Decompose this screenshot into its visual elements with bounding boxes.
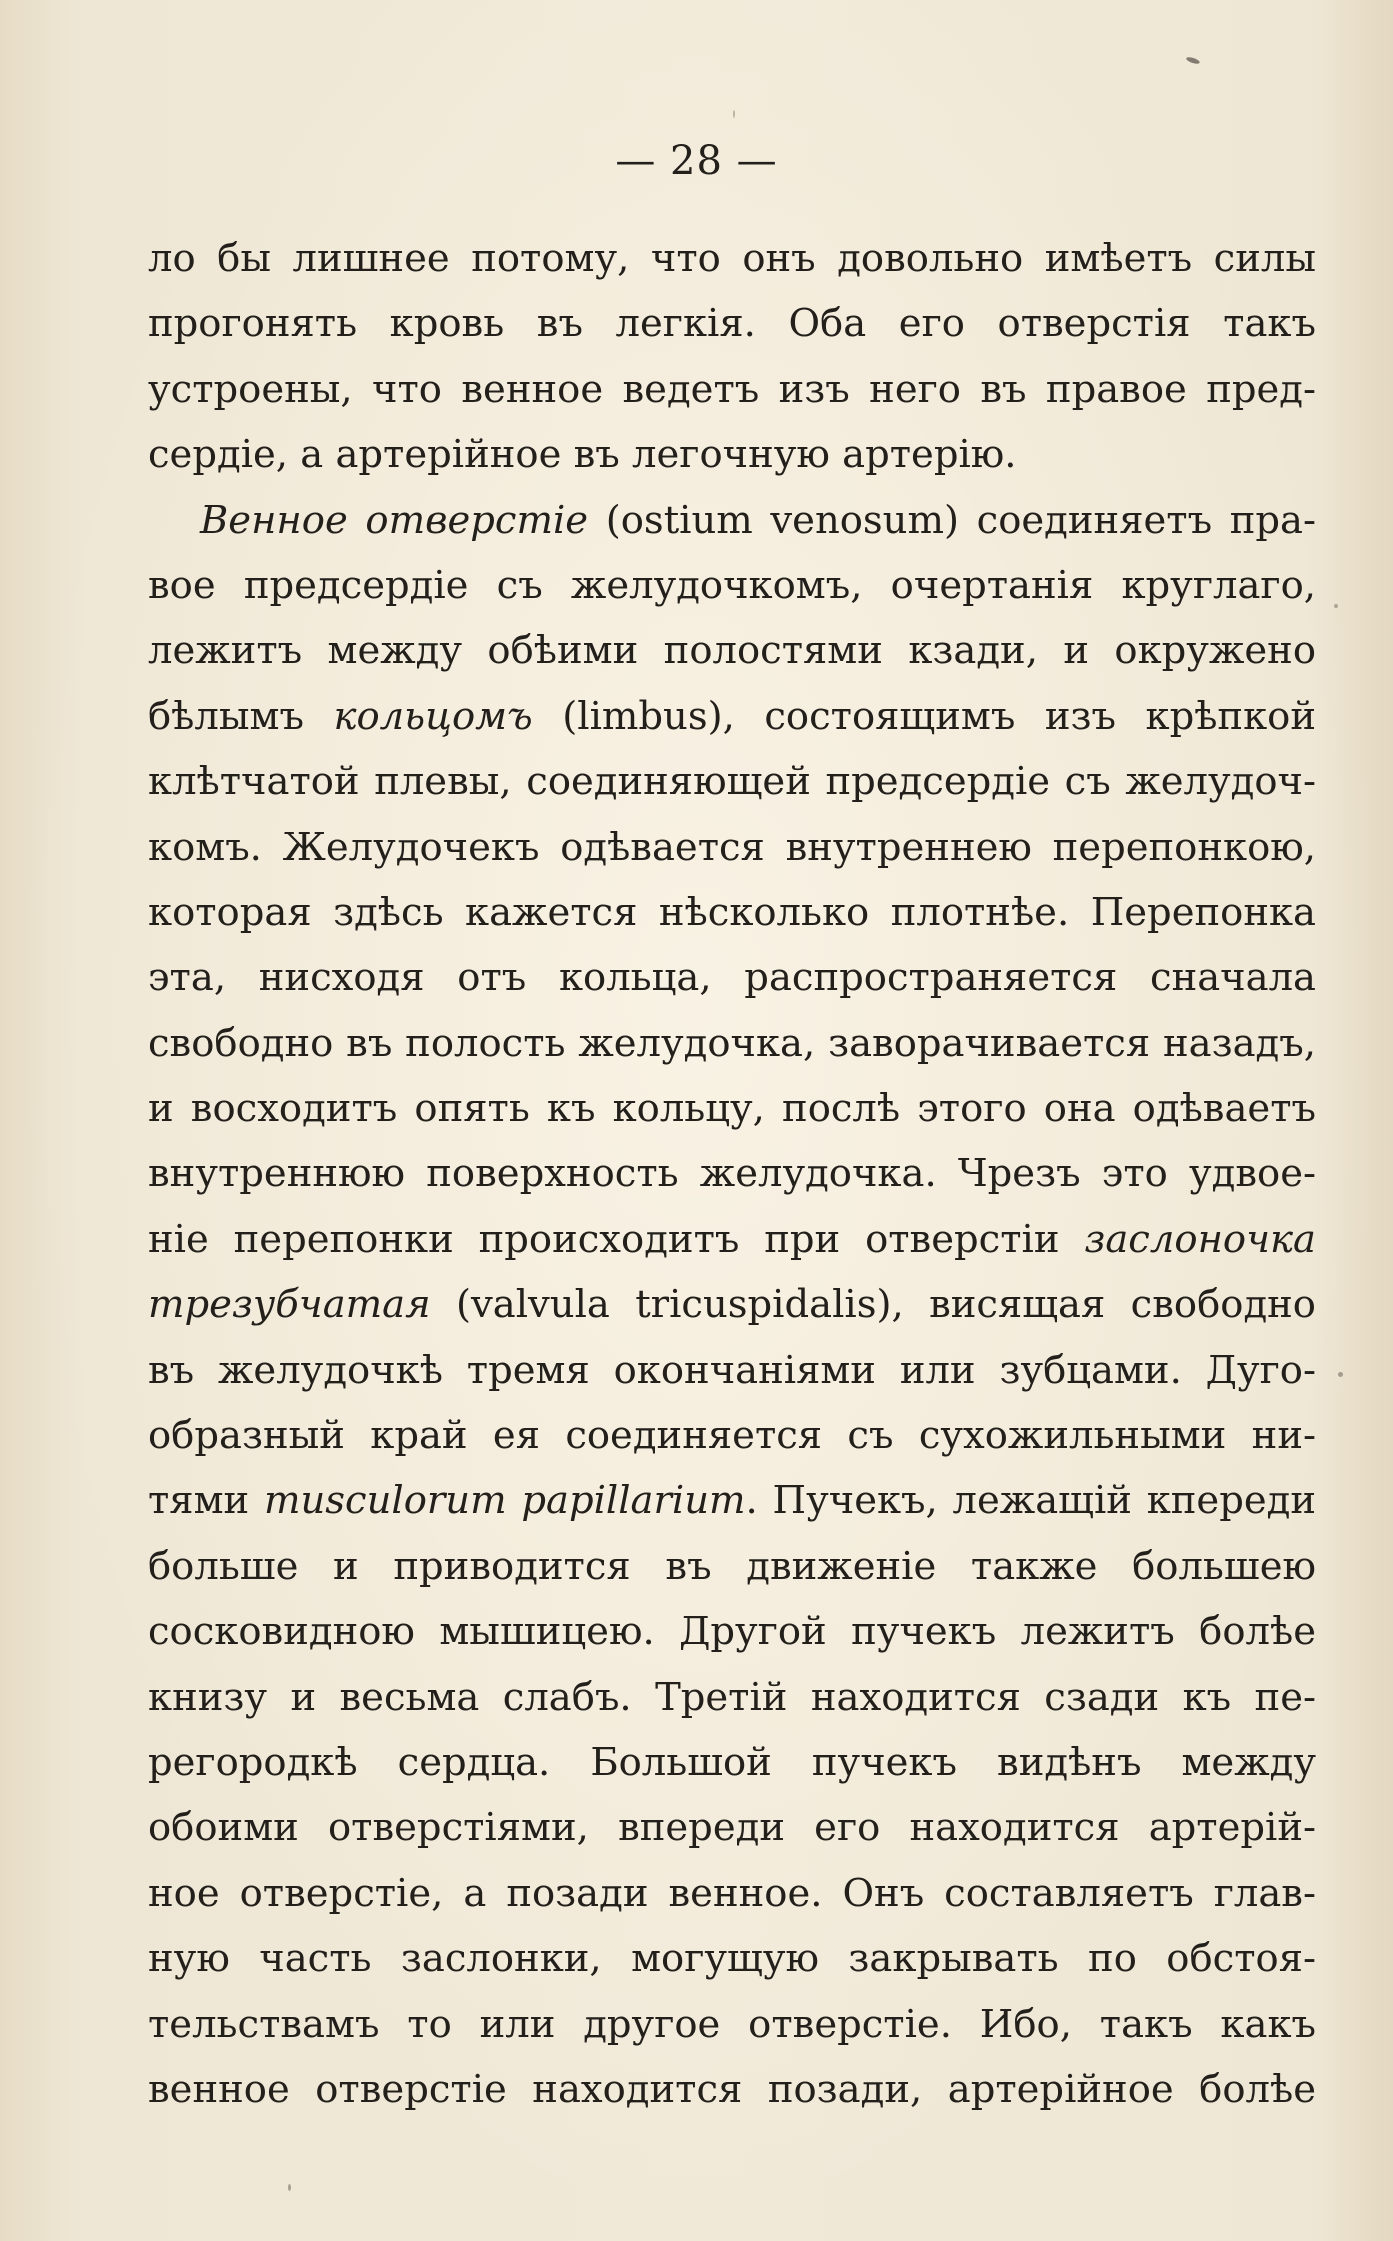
text-line: регородкѣ сердца. Большой пучекъ видѣнъ между xyxy=(148,1739,1316,1785)
text-line: ло бы лишнее потому, что онъ довольно имѣетъ силы xyxy=(148,236,1316,281)
text-line: лежитъ между обѣими полостями кзади, и окружено xyxy=(148,628,1316,674)
text-line: больше и приводится въ движеніе также большею xyxy=(148,1543,1316,1589)
italic-term: Венное отверстіе xyxy=(200,497,589,543)
text-line: тями musculorum papillarium. Пучекъ, лежащій кпереди xyxy=(148,1478,1316,1524)
ink-speck xyxy=(1338,1372,1343,1377)
text-line: которая здѣсь кажется нѣсколько плотнѣе. Перепонка xyxy=(148,889,1316,935)
text-line: венное отверстіе находится позади, артерійное болѣе xyxy=(148,2066,1316,2112)
text-line: вое предсердіе съ желудочкомъ, очертанія круглаго, xyxy=(148,562,1316,608)
text-line: устроены, что венное ведетъ изъ него въ правое пред- xyxy=(148,366,1316,412)
text-line: обоими отверстіями, впереди его находится артерій- xyxy=(148,1805,1316,1851)
text-line: образный край ея соединяется съ сухожильными ни- xyxy=(148,1413,1316,1459)
text-line: ную часть заслонки, могущую закрывать по обстоя- xyxy=(148,1936,1316,1982)
text-line: комъ. Желудочекъ одѣвается внутреннею перепонкою, xyxy=(148,824,1316,870)
ink-speck xyxy=(1186,56,1201,65)
text-line: внутреннюю поверхность желудочка. Чрезъ это удвое- xyxy=(148,1151,1316,1197)
ink-speck xyxy=(733,110,735,118)
text-line: прогонять кровь въ легкія. Оба его отверстія такъ xyxy=(148,301,1316,347)
page-number: — 28 — xyxy=(615,138,778,184)
italic-term: трезубчатая xyxy=(148,1282,431,1328)
text-line: эта, нисходя отъ кольца, распространяется сначала xyxy=(148,955,1316,1001)
text-line: свободно въ полость желудочка, заворачивается назадъ, xyxy=(148,1020,1316,1066)
text-line: ніе перепонки происходитъ при отверстіи заслоночка xyxy=(148,1216,1316,1262)
italic-term: musculorum papillarium xyxy=(263,1478,746,1524)
body-text xyxy=(148,226,1316,2122)
ink-speck xyxy=(1334,604,1338,608)
text-line: ное отверстіе, а позади венное. Онъ составляетъ глав- xyxy=(148,1870,1316,1916)
text-line: въ желудочкѣ тремя окончаніями или зубцами. Дуго- xyxy=(148,1347,1316,1393)
text-line: Венное отверстіе (ostium venosum) соединяетъ пра- xyxy=(200,497,1316,543)
italic-term: кольцомъ xyxy=(333,693,533,739)
text-line: бѣлымъ кольцомъ (limbus), состоящимъ изъ крѣпкой xyxy=(148,693,1316,739)
text-line: и восходитъ опять къ кольцу, послѣ этого она одѣваетъ xyxy=(148,1086,1316,1132)
ink-speck xyxy=(288,2184,291,2191)
italic-term: заслоночка xyxy=(1084,1216,1316,1262)
text-line: сердіе, а артерійное въ легочную артерію. xyxy=(148,432,1017,478)
text-line: сосковидною мышицею. Другой пучекъ лежитъ болѣе xyxy=(148,1609,1316,1655)
text-line: книзу и весьма слабъ. Третій находится сзади къ пе- xyxy=(148,1674,1316,1720)
text-line: клѣтчатой плевы, соединяющей предсердіе съ желудоч- xyxy=(148,759,1316,805)
text-line: тельствамъ то или другое отверстіе. Ибо, такъ какъ xyxy=(148,2001,1316,2047)
text-line: трезубчатая (valvula tricuspidalis), висящая свободно xyxy=(148,1282,1316,1328)
